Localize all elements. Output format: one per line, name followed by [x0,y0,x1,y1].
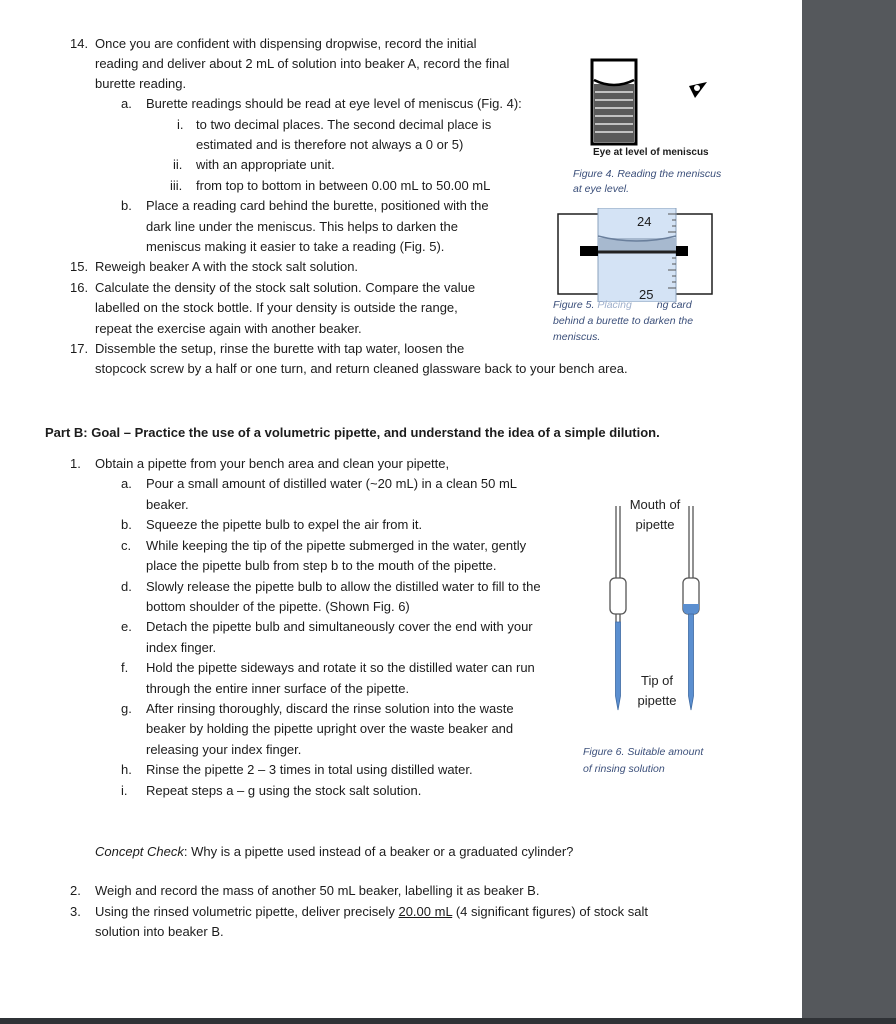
step-14a-i-marker: i. [177,117,184,132]
step-14b-line-1: Place a reading card behind the burette, positioned with the [146,198,489,213]
step-16-line-2: labelled on the stock bottle. If your density is outside the range, [95,300,458,315]
part-b-step-1f-line-1: Hold the pipette sideways and rotate it so the distilled water can run [146,660,535,675]
figure-6-caption-line-1: Figure 6. Suitable amount [583,746,704,758]
figure-5-caption-tail: ng card [656,299,692,311]
step-14a-marker: a. [121,96,132,111]
part-b-step-1g-line-3: releasing your index finger. [146,742,302,757]
part-b-step-1h-marker: h. [121,762,132,777]
part-b-step-1e-marker: e. [121,619,132,634]
part-b-step-1-text: Obtain a pipette from your bench area and clean your pipette, [95,456,450,471]
step-15-text: Reweigh beaker A with the stock salt solution. [95,259,359,274]
part-b-step-3-pre: Using the rinsed volumetric pipette, deliver precisely [95,904,399,919]
part-b-step-3-post: (4 significant figures) of stock salt [452,904,649,919]
part-b-step-1c-line-2: place the pipette bulb from step b to the mouth of the pipette. [146,558,497,573]
step-14a-iii-marker: iii. [170,178,183,193]
step-14a-i-line-1: to two decimal places. The second decimal place is [196,117,492,132]
concept-check [95,842,573,862]
concept-check-label: Concept Check [95,844,184,859]
part-b-step-1a-marker: a. [121,476,132,491]
figure-5-reading-card-diagram [556,208,716,302]
part-b-step-1a-line-1: Pour a small amount of distilled water (~20 mL) in a clean 50 mL [146,476,518,491]
part-b-step-3-number: 3. [70,904,81,919]
figure-6-mouth-label-line-2: pipette [635,517,675,532]
window-bottom-edge [0,1018,896,1024]
concept-check-question: : Why is a pipette used instead of a beaker or a graduated cylinder? [183,844,574,859]
step-15-number: 15. [70,259,89,274]
part-b-step-3-line-1 [95,902,648,922]
part-b-step-1d-line-2: bottom shoulder of the pipette. (Shown Fig. 6) [146,599,410,614]
figure-5-caption-line-2: behind a burette to darken the [553,315,694,327]
figure-6-caption-line-2: of rinsing solution [583,763,665,775]
figure-4-caption-line-1: Figure 4. Reading the meniscus [573,168,722,180]
step-16-line-1: Calculate the density of the stock salt solution. Compare the value [95,280,476,295]
part-b-step-1b-marker: b. [121,517,132,532]
figure-5-tick-24: 24 [637,214,652,229]
part-b-step-1i-marker: i. [121,783,128,798]
figure-4-caption-line-2: at eye level. [573,183,630,195]
part-b-step-1g-line-1: After rinsing thoroughly, discard the rinse solution into the waste [146,701,514,716]
step-14a-ii-marker: ii. [173,157,183,172]
part-b-step-1b-text: Squeeze the pipette bulb to expel the air from it. [146,517,423,532]
figure-5-tick-25: 25 [639,287,654,302]
step-17-number: 17. [70,341,89,356]
part-b-step-2-number: 2. [70,883,81,898]
figure-6-tip-label-line-2: pipette [637,693,677,708]
part-b-step-3-line-2: solution into beaker B. [95,924,224,939]
part-b-step-1c-marker: c. [121,538,132,553]
step-14a-text: Burette readings should be read at eye level of meniscus (Fig. 4): [146,96,522,111]
part-b-step-1e-line-2: index finger. [146,640,217,655]
part-b-step-1d-line-1: Slowly release the pipette bulb to allow the distilled water to fill to the [146,579,541,594]
figure-5-caption-faded-word: Placing [597,299,632,311]
part-b-step-2-text: Weigh and record the mass of another 50 mL beaker, labelling it as beaker B. [95,883,540,898]
step-14-line-1: Once you are confident with dispensing dropwise, record the initial [95,36,477,51]
step-14-line-3: burette reading. [95,76,187,91]
step-14b-line-2: dark line under the meniscus. This helps to darken the [146,219,458,234]
step-14-line-2: reading and deliver about 2 mL of solution into beaker A, record the final [95,56,510,71]
part-b-step-1f-marker: f. [121,660,129,675]
part-b-heading: Part B: Goal – Practice the use of a volumetric pipette, and understand the idea of a simple dilution. [45,425,660,440]
part-b-step-1c-line-1: While keeping the tip of the pipette submerged in the water, gently [146,538,527,553]
step-14a-iii-text: from top to bottom in between 0.00 mL to 50.00 mL [196,178,491,193]
figure-6-tip-label-line-1: Tip of [640,673,674,688]
step-14b-marker: b. [121,198,132,213]
part-b-step-3-amount: 20.00 mL [398,904,453,919]
part-b-step-1e-line-1: Detach the pipette bulb and simultaneously cover the end with your [146,619,533,634]
part-b-step-1i-text: Repeat steps a – g using the stock salt solution. [146,783,422,798]
figure-5-caption-figure-label: Figure 5. [553,299,595,311]
step-17-line-1: Dissemble the setup, rinse the burette with tap water, loosen the [95,341,465,356]
part-b-step-1d-marker: d. [121,579,132,594]
step-14a-i-line-2: estimated and is therefore not always a 0 or 5) [196,137,464,152]
step-17-line-2: stopcock screw by a half or one turn, and return cleaned glassware back to your bench area. [95,361,628,376]
step-16-number: 16. [70,280,89,295]
step-14b-line-3: meniscus making it easier to take a reading (Fig. 5). [146,239,445,254]
part-b-step-1g-line-2: beaker by holding the pipette upright over the waste beaker and [146,721,514,736]
figure-4-label: Eye at level of meniscus [593,147,709,158]
part-b-step-1-number: 1. [70,456,81,471]
figure-4-burette-diagram [585,58,725,146]
part-b-step-1f-line-2: through the entire inner surface of the pipette. [146,681,410,696]
step-14-number: 14. [70,36,89,51]
figure-5-caption-line-1 [553,298,692,313]
part-b-step-1g-marker: g. [121,701,132,716]
part-b-step-1a-line-2: beaker. [146,497,189,512]
step-16-line-3: repeat the exercise again with another beaker. [95,321,362,336]
step-14a-ii-text: with an appropriate unit. [196,157,335,172]
figure-5-caption-line-3: meniscus. [553,331,601,343]
figure-6-mouth-label-line-1: Mouth of [629,497,681,512]
part-b-step-1h-text: Rinse the pipette 2 – 3 times in total using distilled water. [146,762,473,777]
